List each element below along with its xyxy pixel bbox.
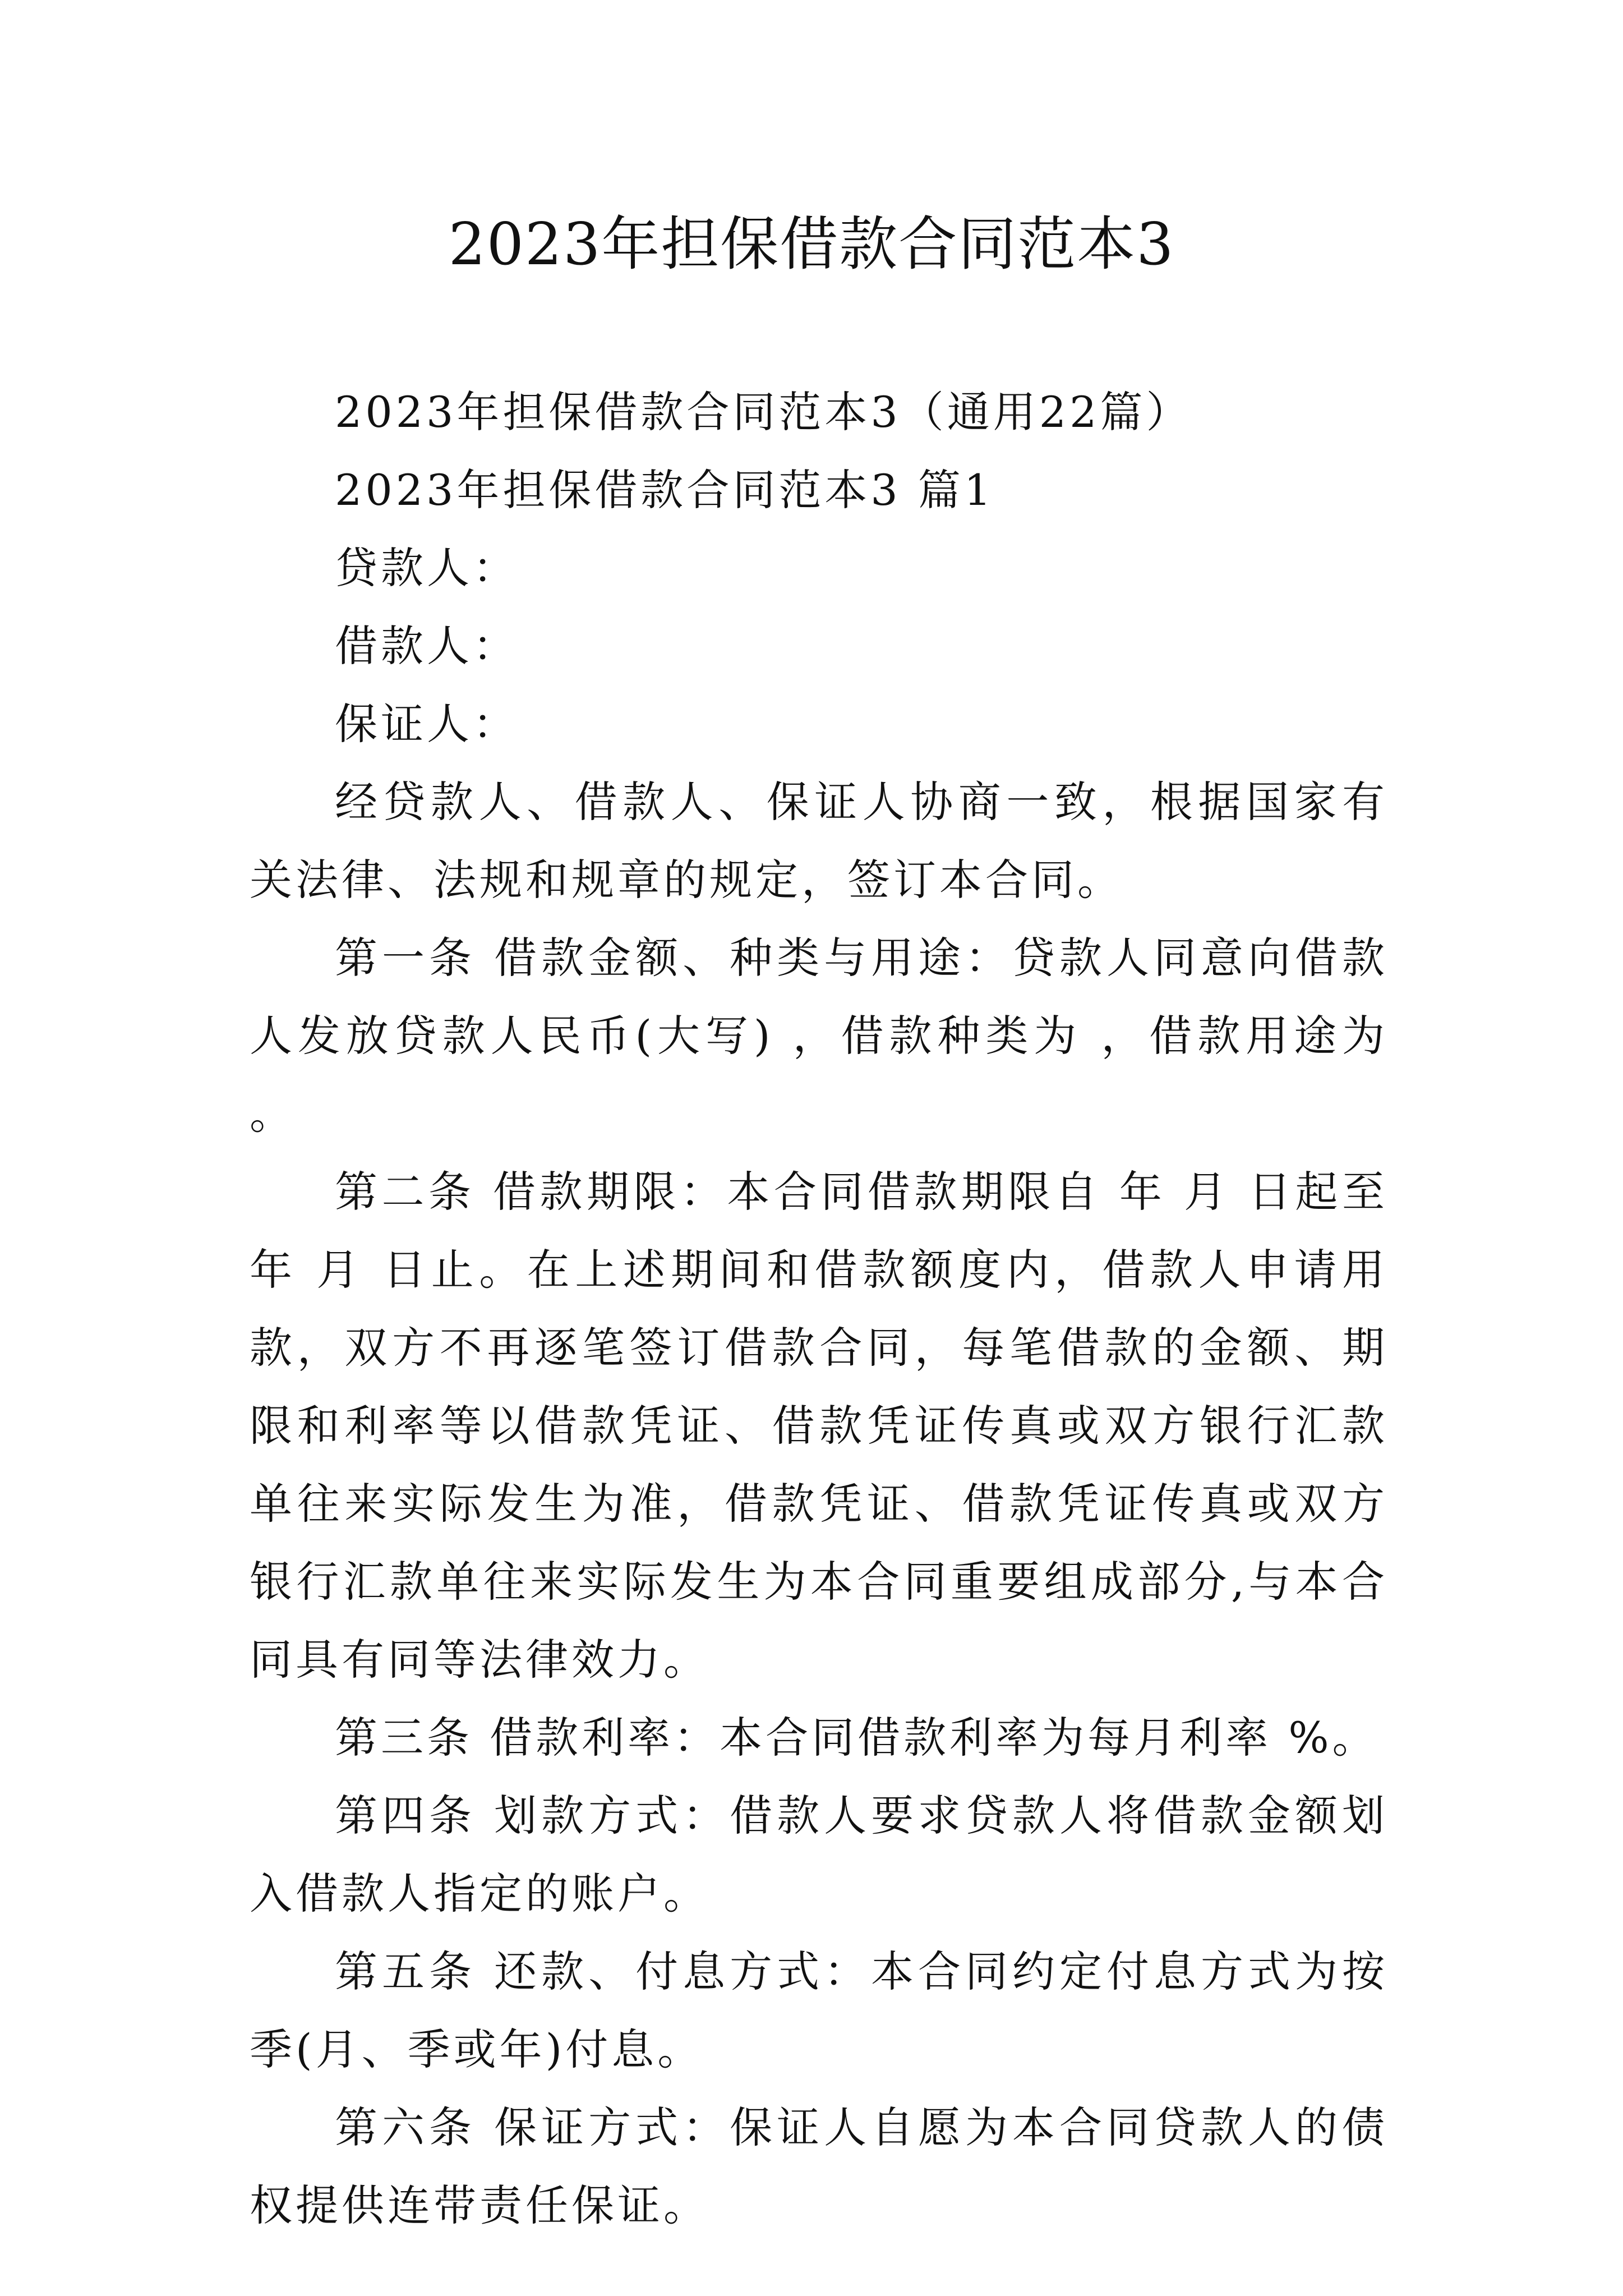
borrower-line: 借款人：	[335, 621, 519, 671]
section-heading: 2023年担保借款合同范本3 篇1	[335, 465, 995, 515]
guarantor-line: 保证人：	[335, 699, 519, 749]
subtitle-paragraph: 2023年担保借款合同范本3（通用22篇）	[335, 387, 1192, 437]
preamble-paragraph: 经贷款人、借款人、保证人协商一致，根据国家有关法律、法规和规章的规定，签订本合同。	[250, 777, 1388, 905]
document-title: 2023年担保借款合同范本3	[448, 210, 1175, 278]
article-6: 第六条 保证方式：保证人自愿为本合同贷款人的债权提供连带责任保证。	[250, 2102, 1388, 2230]
article-4: 第四条 划款方式：借款人要求贷款人将借款金额划入借款人指定的账户。	[250, 1791, 1388, 1918]
document-body	[250, 373, 1388, 2244]
article-2: 第二条 借款期限：本合同借款期限自 年 月 日起至 年 月 日止。在上述期间和借款额度内，借款人申请用款，双方不再逐笔签订借款合同，每笔借款的金额、期限和利率等以借款凭证、借款凭证传真或双方银行汇款单往来实际发生为准，借款凭证、借款凭证传真或双方银行汇款单往来实际发生为本合同重要组成部分,与本合同具有同等法律效力。	[250, 1167, 1388, 1685]
article-1: 第一条 借款金额、种类与用途：贷款人同意向借款人发放贷款人民币(大写) ，借款种类为 ，借款用途为 。	[250, 933, 1388, 1139]
article-5: 第五条 还款、付息方式：本合同约定付息方式为按 季(月、季或年)付息。	[250, 1947, 1388, 2074]
lender-line: 贷款人：	[335, 543, 519, 593]
article-3: 第三条 借款利率：本合同借款利率为每月利率 %。	[335, 1713, 1378, 1763]
